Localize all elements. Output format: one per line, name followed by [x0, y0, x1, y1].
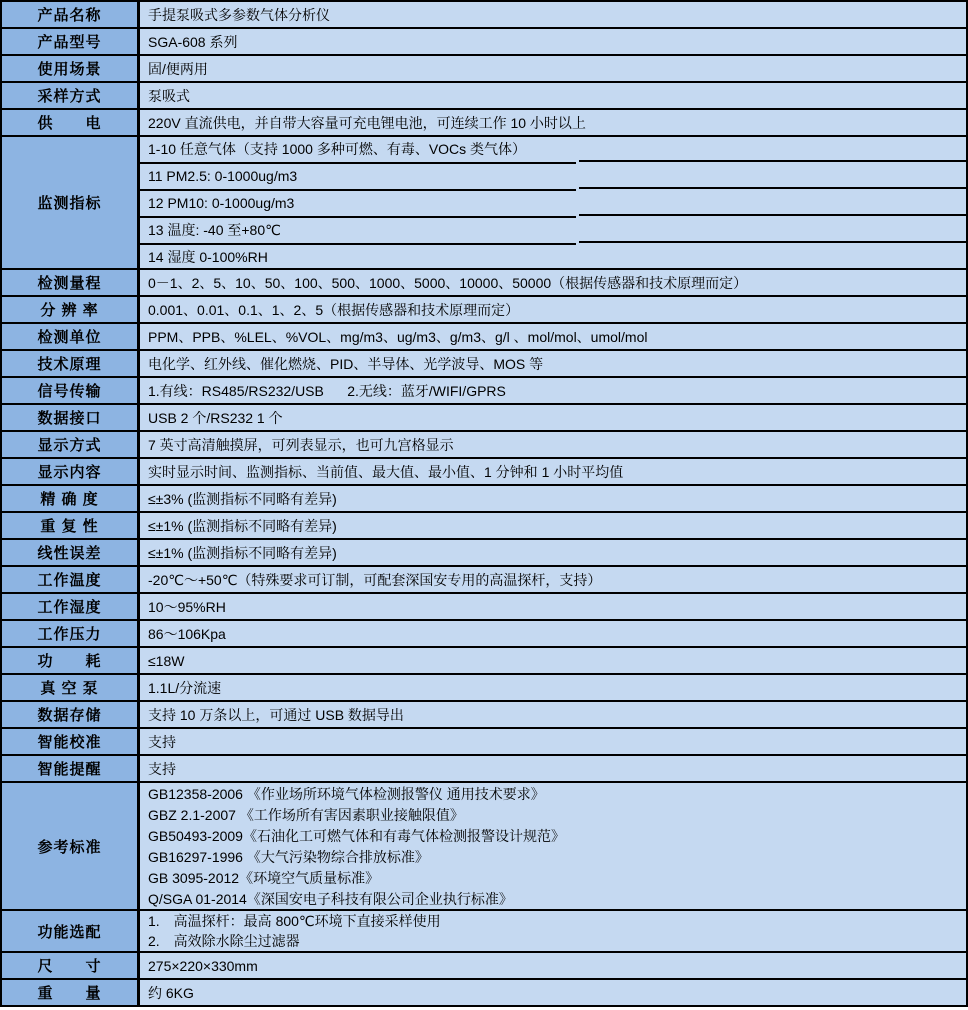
row-data-interface	[2, 405, 966, 432]
row-value: 支持	[148, 760, 176, 777]
row-label: 显示内容	[2, 459, 140, 484]
row-label: 重 复 性	[2, 513, 140, 538]
monitoring-indicator-line: 13 温度: -40 至+80℃	[148, 221, 281, 238]
optional-features-list	[140, 911, 966, 951]
row-monitoring-indicators	[2, 137, 966, 270]
row-technical-principle	[2, 351, 966, 378]
row-value: ≤±1% (监测指标不同略有差异)	[148, 544, 337, 561]
row-label: 工作湿度	[2, 594, 140, 619]
row-repeatability	[2, 513, 966, 540]
standard-line: GB16297-1996 《大气污染物综合排放标准》	[148, 848, 429, 865]
row-data-storage	[2, 702, 966, 729]
row-label: 智能提醒	[2, 756, 140, 781]
row-operating-humidity	[2, 594, 966, 621]
row-value: 0.001、0.01、0.1、1、2、5（根据传感器和技术原理而定）	[148, 301, 520, 318]
row-label: 采样方式	[2, 83, 140, 108]
monitoring-indicator-line: 1-10 任意气体（支持 1000 多种可燃、有毒、VOCs 类气体）	[148, 140, 527, 157]
row-label: 检测量程	[2, 270, 140, 295]
row-product-name	[2, 2, 966, 29]
row-value: ≤18W	[148, 652, 185, 669]
row-value: 0－1、2、5、10、50、100、500、1000、5000、10000、50000（根据传感器和技术原理而定）	[148, 274, 748, 291]
row-smart-reminder	[2, 756, 966, 783]
option-line: 1. 高温探杆：最高 800℃环境下直接采样使用	[148, 913, 441, 929]
row-value: 86～106Kpa	[148, 625, 226, 642]
row-label: 智能校准	[2, 729, 140, 754]
monitoring-indicator-list	[140, 137, 966, 268]
row-label: 使用场景	[2, 56, 140, 81]
row-linearity-error	[2, 540, 966, 567]
row-label: 参考标准	[2, 783, 140, 909]
row-label: 检测单位	[2, 324, 140, 349]
standard-line: Q/SGA 01-2014《深国安电子科技有限公司企业执行标准》	[148, 890, 513, 907]
row-smart-calibration	[2, 729, 966, 756]
row-display-mode	[2, 432, 966, 459]
row-label: 尺 寸	[2, 953, 140, 978]
row-power-supply	[2, 110, 966, 137]
row-value: 实时显示时间、监测指标、当前值、最大值、最小值、1 分钟和 1 小时平均值	[148, 463, 624, 480]
row-value: 支持 10 万条以上，可通过 USB 数据导出	[148, 706, 404, 723]
row-value: 手提泵吸式多参数气体分析仪	[148, 6, 330, 23]
row-label: 数据接口	[2, 405, 140, 430]
row-label: 重 量	[2, 980, 140, 1005]
row-value: 约 6KG	[148, 984, 194, 1001]
row-optional-features	[2, 911, 966, 953]
row-value: ≤±3% (监测指标不同略有差异)	[148, 490, 337, 507]
row-label: 功 耗	[2, 648, 140, 673]
row-signal-transmission	[2, 378, 966, 405]
row-value: 固/便两用	[148, 60, 208, 77]
row-product-model	[2, 29, 966, 56]
row-value: -20℃～+50℃（特殊要求可订制，可配套深国安专用的高温探杆，支持）	[148, 571, 602, 588]
row-label: 工作压力	[2, 621, 140, 646]
row-resolution	[2, 297, 966, 324]
row-label: 线性误差	[2, 540, 140, 565]
row-value: 7 英寸高清触摸屏，可列表显示，也可九宫格显示	[148, 436, 454, 453]
option-line: 2. 高效除水除尘过滤器	[148, 933, 300, 949]
row-detection-range	[2, 270, 966, 297]
row-label: 监测指标	[2, 137, 140, 268]
row-label: 精 确 度	[2, 486, 140, 511]
monitoring-indicator-line: 14 湿度 0-100%RH	[148, 248, 268, 265]
row-value: SGA-608 系列	[148, 33, 238, 50]
row-value: PPM、PPB、%LEL、%VOL、mg/m3、ug/m3、g/m3、g/l 、mol/mol、umol/mol	[148, 328, 648, 345]
row-label: 产品型号	[2, 29, 140, 54]
monitoring-indicator-line: 11 PM2.5: 0-1000ug/m3	[148, 167, 298, 184]
row-label: 真 空 泵	[2, 675, 140, 700]
row-value: 1.有线：RS485/RS232/USB 2.无线：蓝牙/WIFI/GPRS	[148, 382, 506, 399]
row-dimensions	[2, 953, 966, 980]
row-value: ≤±1% (监测指标不同略有差异)	[148, 517, 337, 534]
row-value: 支持	[148, 733, 176, 750]
row-label: 工作温度	[2, 567, 140, 592]
row-label: 信号传输	[2, 378, 140, 403]
row-accuracy	[2, 486, 966, 513]
row-label: 显示方式	[2, 432, 140, 457]
row-label: 供 电	[2, 110, 140, 135]
row-sampling-method	[2, 83, 966, 110]
row-value: 10～95%RH	[148, 598, 226, 615]
standard-line: GB 3095-2012《环境空气质量标准》	[148, 869, 380, 886]
row-operating-pressure	[2, 621, 966, 648]
standard-line: GB50493-2009《石油化工可燃气体和有毒气体检测报警设计规范》	[148, 827, 565, 844]
row-label: 分 辨 率	[2, 297, 140, 322]
row-display-content	[2, 459, 966, 486]
row-operating-temperature	[2, 567, 966, 594]
row-value: USB 2 个/RS232 1 个	[148, 409, 283, 426]
row-value: 电化学、红外线、催化燃烧、PID、半导体、光学波导、MOS 等	[148, 355, 544, 372]
row-label: 功能选配	[2, 911, 140, 951]
row-vacuum-pump	[2, 675, 966, 702]
row-label: 技术原理	[2, 351, 140, 376]
row-weight	[2, 980, 966, 1007]
row-detection-units	[2, 324, 966, 351]
row-value: 1.1L/分流速	[148, 679, 222, 696]
reference-standards-list	[140, 783, 966, 909]
row-usage-scenario	[2, 56, 966, 83]
standard-line: GB12358-2006 《作业场所环境气体检测报警仪 通用技术要求》	[148, 785, 545, 802]
monitoring-indicator-line: 12 PM10: 0-1000ug/m3	[148, 194, 295, 211]
standard-line: GBZ 2.1-2007 《工作场所有害因素职业接触限值》	[148, 806, 464, 823]
row-value: 泵吸式	[148, 87, 190, 104]
row-power-consumption	[2, 648, 966, 675]
row-value: 220V 直流供电，并自带大容量可充电锂电池，可连续工作 10 小时以上	[148, 114, 586, 131]
row-value: 275×220×330mm	[148, 957, 258, 974]
row-label: 数据存储	[2, 702, 140, 727]
row-reference-standards	[2, 783, 966, 911]
row-label: 产品名称	[2, 2, 140, 27]
